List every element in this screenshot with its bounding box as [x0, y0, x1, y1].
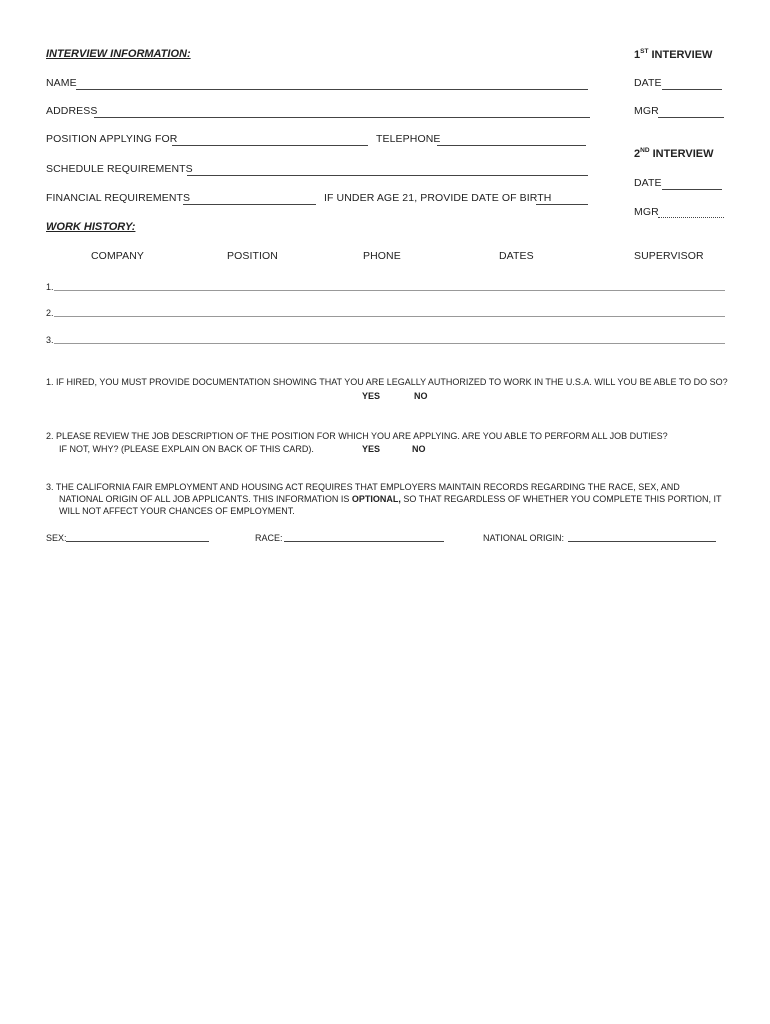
race-field[interactable] [284, 541, 444, 542]
financial-requirements-field[interactable] [183, 204, 316, 205]
question-2-explain: IF NOT, WHY? (PLEASE EXPLAIN ON BACK OF THIS CARD). [59, 444, 314, 454]
financial-requirements-label: FINANCIAL REQUIREMENTS [46, 192, 191, 204]
second-interview-mgr-field[interactable] [658, 217, 724, 218]
position-applying-label: POSITION APPLYING FOR [46, 133, 178, 145]
column-company: COMPANY [91, 250, 145, 262]
schedule-requirements-field[interactable] [187, 175, 588, 176]
name-label: NAME [46, 77, 77, 89]
question-2-text: 2. PLEASE REVIEW THE JOB DESCRIPTION OF THE POSITION FOR WHICH YOU ARE APPLYING. ARE YOU ABLE TO PERFORM ALL JOB DUTIES? [46, 431, 668, 441]
date-of-birth-field[interactable] [536, 204, 588, 205]
second-interview-date-label: DATE [634, 177, 662, 189]
interview-information-heading: INTERVIEW INFORMATION: [46, 48, 191, 60]
first-interview-mgr-field[interactable] [658, 117, 724, 118]
work-row-3-field[interactable] [54, 343, 725, 344]
second-interview-date-field[interactable] [662, 189, 722, 190]
address-field[interactable] [94, 117, 590, 118]
second-interview-heading: 2ND INTERVIEW [634, 147, 714, 160]
column-supervisor: SUPERVISOR [634, 250, 704, 262]
work-row-2-field[interactable] [54, 316, 725, 317]
work-row-number: 3. [46, 335, 54, 345]
sex-label: SEX: [46, 533, 67, 543]
first-interview-heading: 1ST INTERVIEW [634, 48, 713, 61]
telephone-field[interactable] [437, 145, 586, 146]
national-origin-field[interactable] [568, 541, 716, 542]
telephone-label: TELEPHONE [376, 133, 441, 145]
national-origin-label: NATIONAL ORIGIN: [483, 533, 565, 543]
column-phone: PHONE [363, 250, 401, 262]
age-birth-label: IF UNDER AGE 21, PROVIDE DATE OF BIRTH [324, 192, 552, 204]
position-applying-field[interactable] [172, 145, 368, 146]
schedule-requirements-label: SCHEDULE REQUIREMENTS [46, 163, 193, 175]
question-2-yes[interactable]: YES [362, 444, 381, 454]
address-label: ADDRESS [46, 105, 98, 117]
question-1-yes[interactable]: YES [362, 391, 381, 401]
name-field[interactable] [76, 89, 588, 90]
question-3-line-2: NATIONAL ORIGIN OF ALL JOB APPLICANTS. THIS INFORMATION IS OPTIONAL, SO THAT REGARDLESS OF WHETHER YOU COMPLETE THIS PORTION, IT [59, 494, 722, 504]
column-position: POSITION [227, 250, 278, 262]
work-row-number: 2. [46, 308, 54, 318]
sex-field[interactable] [66, 541, 209, 542]
question-1-text: 1. IF HIRED, YOU MUST PROVIDE DOCUMENTATION SHOWING THAT YOU ARE LEGALLY AUTHORIZED TO WORK IN THE U.S.A. WILL YOU BE ABLE TO DO SO? [46, 377, 728, 387]
question-3-line-3: WILL NOT AFFECT YOUR CHANCES OF EMPLOYMENT. [59, 506, 295, 516]
work-row-1-field[interactable] [54, 290, 725, 291]
question-2-no[interactable]: NO [412, 444, 426, 454]
question-3-line-1: 3. THE CALIFORNIA FAIR EMPLOYMENT AND HOUSING ACT REQUIRES THAT EMPLOYERS MAINTAIN RECORDS REGARDING THE RACE, SEX, AND [46, 482, 680, 492]
work-history-heading: WORK HISTORY: [46, 221, 136, 233]
work-row-number: 1. [46, 282, 54, 292]
question-1-no[interactable]: NO [414, 391, 428, 401]
race-label: RACE: [255, 533, 283, 543]
first-interview-date-label: DATE [634, 77, 662, 89]
column-dates: DATES [499, 250, 534, 262]
first-interview-mgr-label: MGR [634, 105, 659, 117]
first-interview-date-field[interactable] [662, 89, 722, 90]
second-interview-mgr-label: MGR [634, 206, 659, 218]
